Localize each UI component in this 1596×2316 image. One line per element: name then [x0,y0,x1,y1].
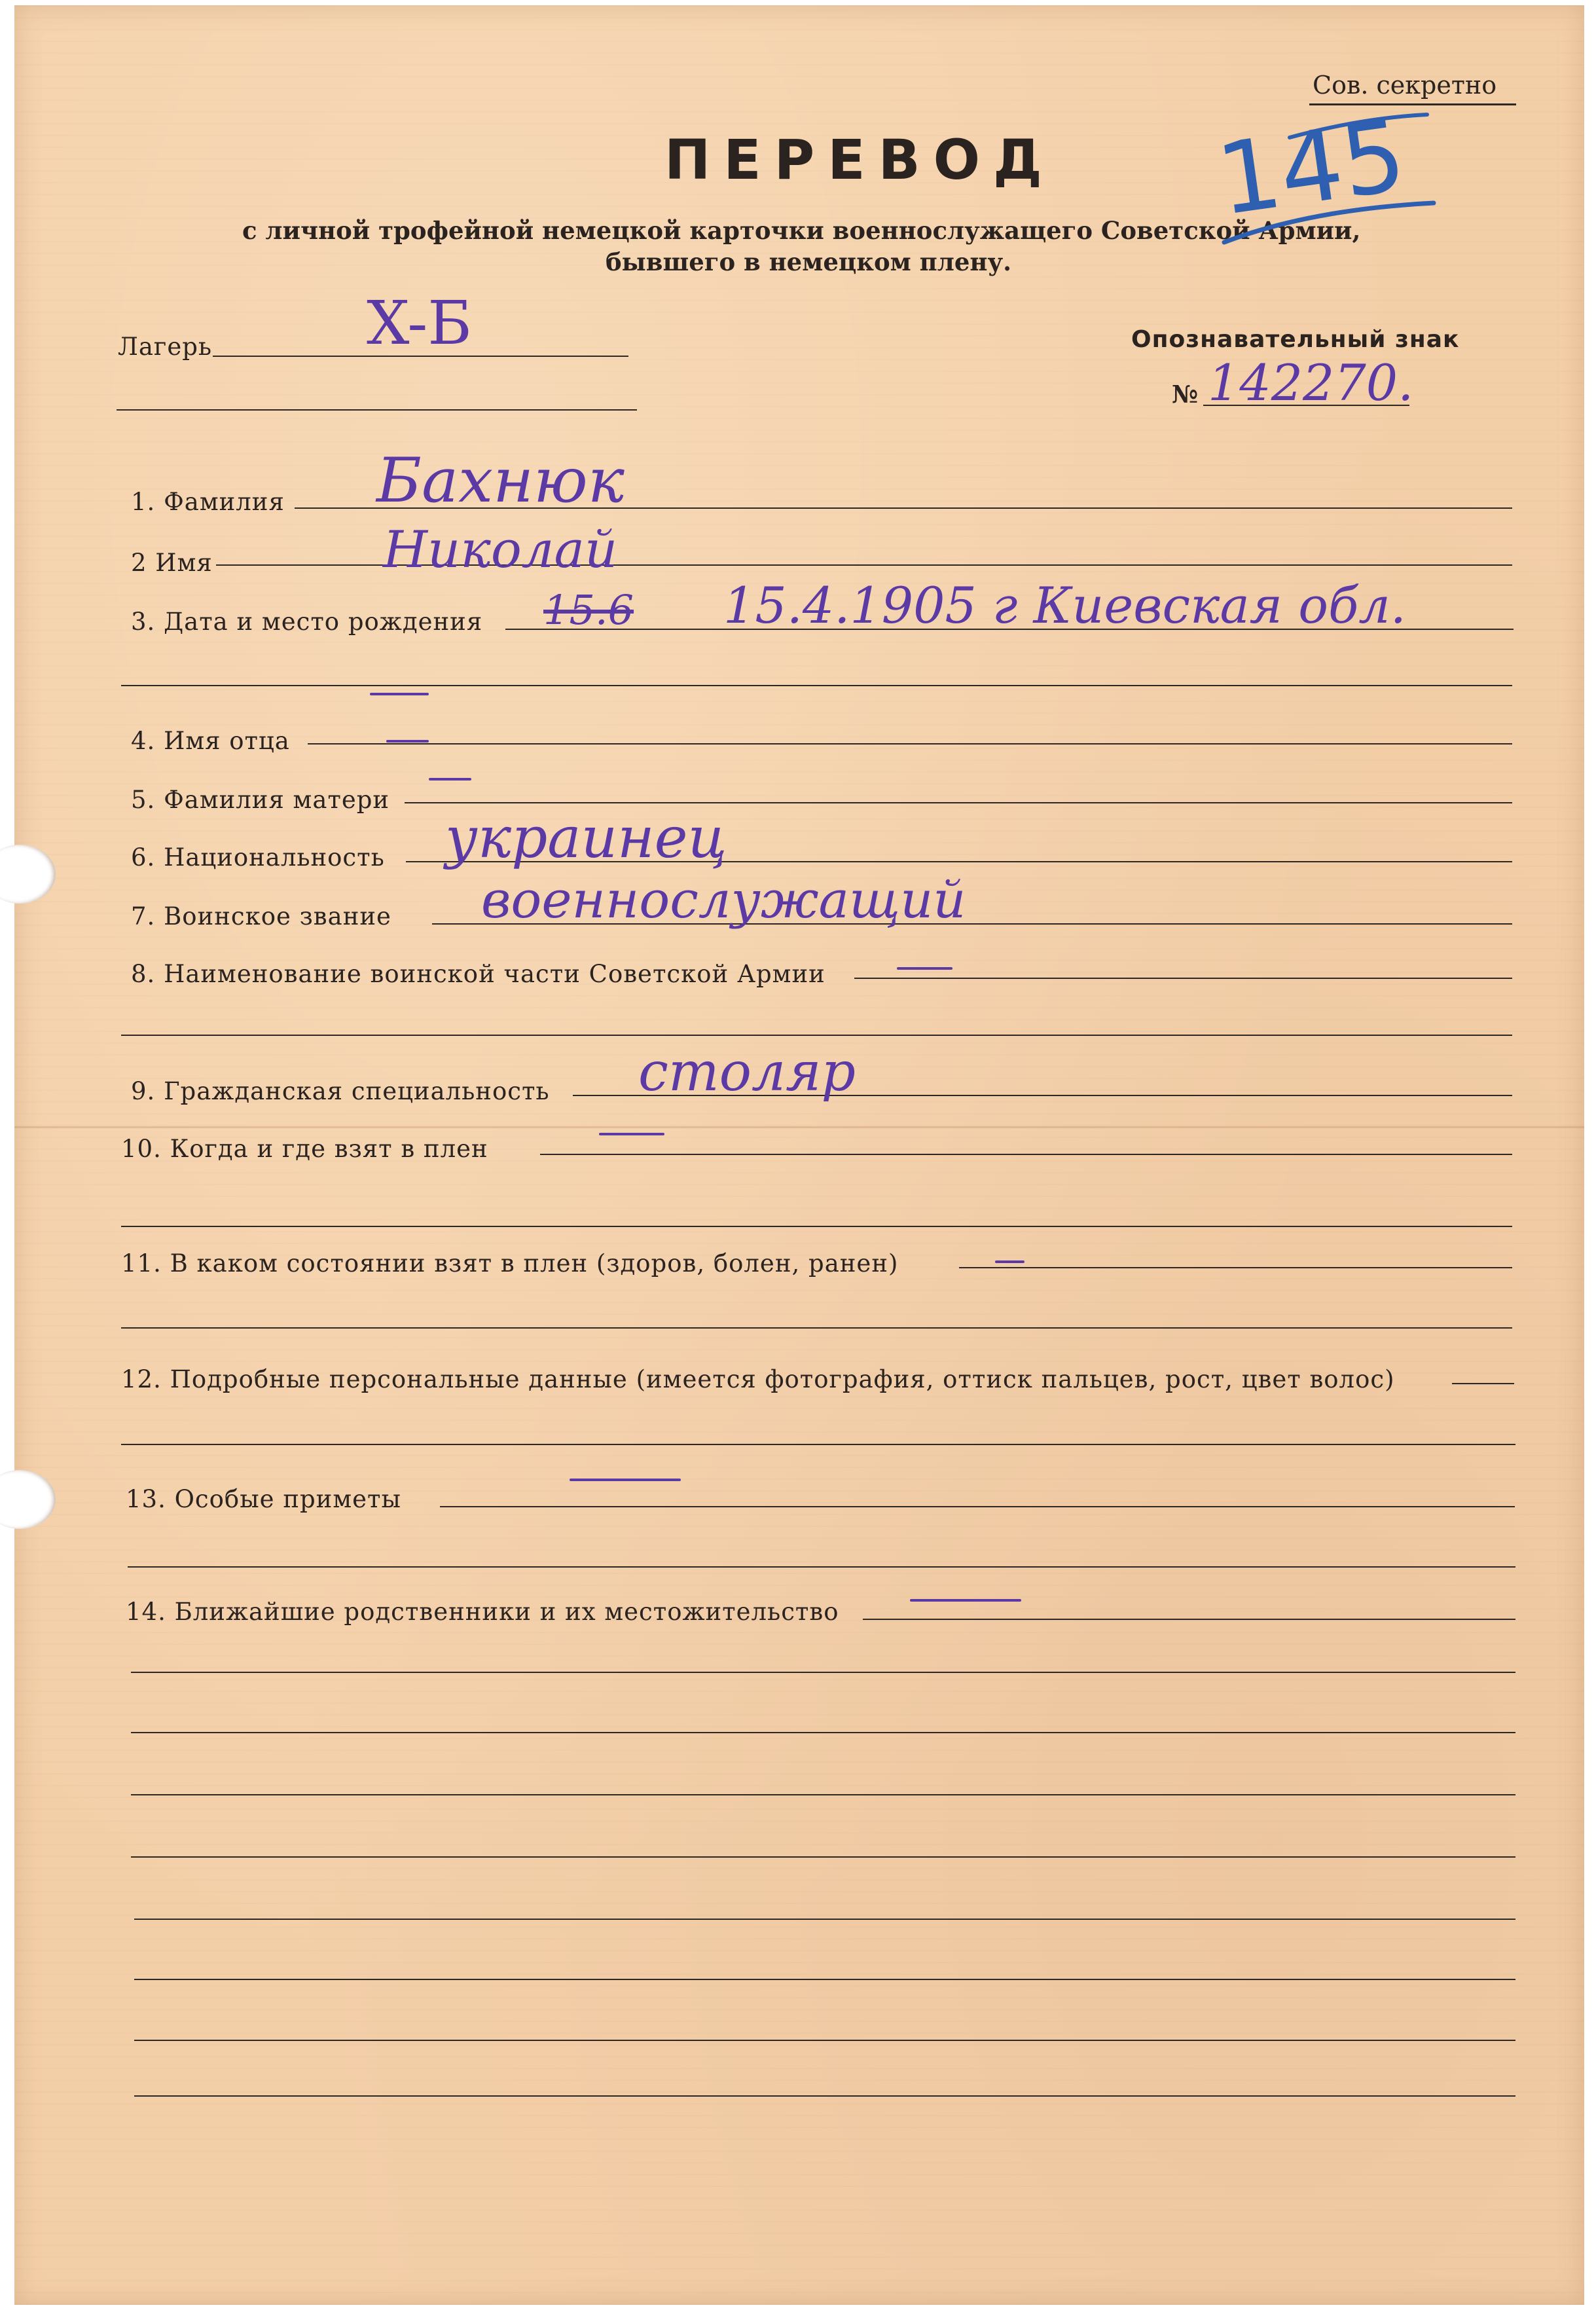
field-personal-data-line-2 [121,1444,1515,1445]
field-unit-line-2 [121,1035,1512,1036]
field-nationality-value: украинец [445,805,727,871]
field-firstname-value: Николай [383,521,618,579]
document-subtitle-line2: бывшего в немецком плену. [606,248,1012,276]
field-condition-label: 11. В каком состоянии взят в плен (здоров, болен, ранен) [121,1249,899,1277]
ruled-line [134,1979,1515,1980]
field-mother-dash [429,778,471,781]
field-rank-label: 7. Воинское звание [131,902,391,930]
field-unit-line [854,978,1512,979]
field-mother-line [405,802,1512,803]
field-unit-dash [897,967,952,970]
camp-value: X-Б [367,288,472,358]
camp-line-2 [117,409,637,411]
field-birth-label: 3. Дата и место рождения [131,608,483,636]
camp-label: Лагерь [118,333,213,361]
field-relatives-label: 14. Ближайшие родственники и их местожительство [126,1598,839,1626]
field-birth-line-2 [121,685,1512,686]
document-title: ПЕРЕВОД [664,128,1055,192]
field-rank-value: военнослужащий [481,871,966,930]
field-birth-struck: 15.6 [543,586,634,634]
classification-underline [1309,103,1516,105]
field-surname-label: 1. Фамилия [131,488,285,516]
field-marks-line-2 [128,1566,1515,1568]
classification-mark: Сов. секретно [1313,71,1497,100]
document-subtitle-line1: с личной трофейной немецкой карточки военнослужащего Советской Армии, [242,216,1361,245]
field-birth-dash [370,693,429,695]
field-relatives-dash [910,1599,1021,1602]
field-profession-value: столяр [638,1041,856,1103]
field-marks-label: 13. Особые приметы [126,1485,401,1513]
field-relatives-line [863,1619,1515,1620]
ruled-line [131,1672,1515,1673]
ruled-line [131,1856,1515,1858]
field-captured-label: 10. Когда и где взят в плен [121,1135,488,1163]
ruled-line [134,2040,1515,2041]
field-captured-line [540,1154,1512,1155]
field-marks-dash [570,1479,681,1481]
ruled-line [131,1794,1515,1795]
stamp-number: 145 [1210,98,1413,238]
field-firstname-label: 2 Имя [131,549,213,577]
field-profession-label: 9. Гражданская специальность [131,1077,550,1105]
field-condition-dash [995,1260,1025,1263]
field-father-dash [386,740,429,743]
field-surname-value: Бахнюк [376,445,625,517]
field-father-line [308,743,1512,744]
field-personal-data-line [1452,1383,1514,1384]
ruled-line [134,2095,1515,2097]
id-mark-label: Опознавательный знак [1131,326,1460,353]
field-marks-line [440,1506,1515,1507]
field-mother-label: 5. Фамилия матери [131,786,390,814]
ruled-line [131,1732,1515,1733]
stamp-strokes [1211,111,1447,282]
field-condition-line-2 [121,1327,1512,1329]
field-captured-line-2 [121,1226,1512,1227]
paper-fold [14,1126,1584,1128]
field-nationality-label: 6. Национальность [131,843,385,872]
field-captured-dash [599,1133,664,1135]
id-mark-value: 142270. [1208,354,1414,412]
id-mark-no-label: № [1172,380,1199,409]
ruled-line [134,1919,1515,1920]
field-personal-data-label: 12. Подробные персональные данные (имеется фотография, оттиск пальцев, рост, цвет волос) [121,1365,1395,1393]
field-unit-label: 8. Наименование воинской части Советской Армии [131,960,825,988]
field-birth-value: 15.4.1905 г Киевская обл. [723,576,1406,634]
field-father-label: 4. Имя отца [131,727,290,755]
field-condition-line [959,1267,1512,1268]
